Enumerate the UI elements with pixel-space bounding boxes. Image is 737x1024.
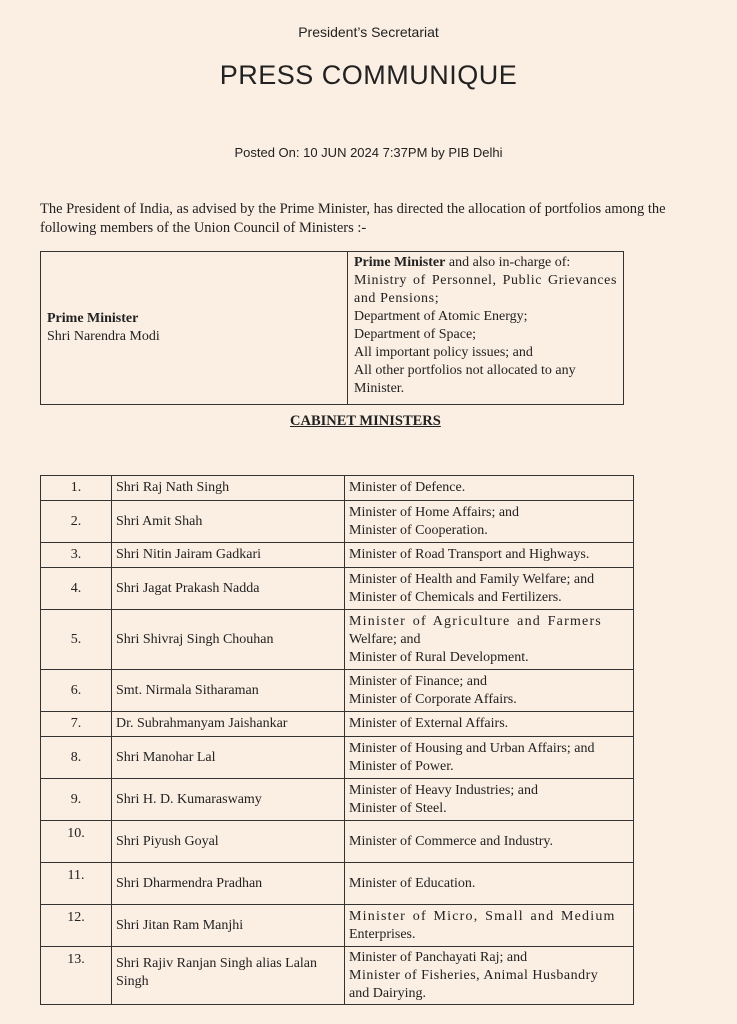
minister-portfolio: [345, 543, 634, 568]
table-row: [41, 670, 634, 712]
portfolio-line: Minister of Micro, Small and Medium: [349, 908, 616, 924]
minister-portfolio: [345, 821, 634, 863]
table-row: [41, 905, 634, 947]
minister-name: Shri Rajiv Ranjan Singh alias Lalan Singh: [112, 947, 345, 1005]
table-row: [41, 821, 634, 863]
minister-name: Shri Jitan Ram Manjhi: [112, 905, 345, 947]
portfolio-line: Minister of Cooperation.: [349, 522, 488, 538]
row-number: 7.: [41, 712, 112, 737]
portfolio-line: Minister of Defence.: [349, 480, 466, 495]
portfolio-line: Minister of Chemicals and Fertilizers.: [349, 589, 562, 605]
portfolio-line: Minister of Rural Development.: [349, 649, 529, 665]
minister-name: Shri Piyush Goyal: [112, 821, 345, 863]
prime-minister-cell: [41, 252, 348, 405]
minister-portfolio: [345, 610, 634, 670]
portfolio-line: Minister of Education.: [349, 875, 476, 891]
portfolio-line: All important policy issues; and: [354, 345, 533, 360]
minister-portfolio: [345, 947, 634, 1005]
row-number: 6.: [41, 670, 112, 712]
portfolio-line: Minister of Agriculture and Farmers: [349, 613, 602, 629]
table-row: [41, 712, 634, 737]
minister-name: Shri Raj Nath Singh: [112, 476, 345, 501]
table-row: [41, 610, 634, 670]
portfolio-line: Minister of Power.: [349, 758, 454, 774]
portfolio-line: Minister of Finance; and: [349, 673, 488, 689]
portfolio-line: Department of Atomic Energy;: [354, 309, 528, 324]
minister-name: Shri Dharmendra Pradhan: [112, 863, 345, 905]
portfolio-lead-rest: and also in-charge of:: [445, 255, 571, 270]
portfolio-line: Enterprises.: [349, 926, 416, 942]
table-row: [41, 501, 634, 543]
row-number: 11.: [41, 863, 112, 905]
table-row: [41, 737, 634, 779]
portfolio-line: Ministry of Personnel, Public Grievances and Pensions;: [354, 273, 617, 306]
table-row: [41, 947, 634, 1005]
minister-portfolio: [345, 779, 634, 821]
row-number: 8.: [41, 737, 112, 779]
portfolio-lead-bold: Prime Minister: [354, 255, 446, 270]
table-row: [41, 779, 634, 821]
portfolio-line: Minister of Fisheries, Animal Husbandry: [349, 967, 599, 983]
portfolio-line: Minister of Heavy Industries; and: [349, 782, 538, 798]
portfolio-line: and Dairying.: [349, 985, 426, 1001]
cabinet-table: [40, 475, 634, 1005]
minister-name: Dr. Subrahmanyam Jaishankar: [112, 712, 345, 737]
minister-portfolio: [345, 476, 634, 501]
row-number: 9.: [41, 779, 112, 821]
minister-portfolio: [345, 501, 634, 543]
minister-portfolio: [345, 568, 634, 610]
portfolio-line: Welfare; and: [349, 631, 421, 647]
page-title: PRESS COMMUNIQUE: [219, 60, 518, 90]
minister-name: Shri Shivraj Singh Chouhan: [112, 610, 345, 670]
minister-portfolio: [345, 712, 634, 737]
table-row: [41, 863, 634, 905]
prime-minister-portfolio: [348, 252, 624, 405]
row-number: 4.: [41, 568, 112, 610]
minister-portfolio: [345, 670, 634, 712]
portfolio-lead: [354, 254, 617, 272]
portfolio-line: Minister of Home Affairs; and: [349, 504, 520, 520]
row-number: 1.: [41, 476, 112, 501]
portfolio-line: Minister of External Affairs.: [349, 716, 509, 731]
cabinet-heading: CABINET MINISTERS: [290, 413, 441, 429]
intro-paragraph: The President of India, as advised by the Prime Minister, has directed the allocation of portfolios among the following members of the Union Council of Ministers :-: [40, 201, 666, 236]
portfolio-line: Minister of Corporate Affairs.: [349, 691, 517, 707]
prime-minister-name: Shri Narendra Modi: [47, 329, 160, 344]
row-number: 3.: [41, 543, 112, 568]
posted-info: Posted On: 10 JUN 2024 7:37PM by PIB Delhi: [234, 145, 503, 160]
table-row: [41, 568, 634, 610]
minister-name: Shri Amit Shah: [112, 501, 345, 543]
minister-name: Shri Manohar Lal: [112, 737, 345, 779]
minister-name: Shri H. D. Kumaraswamy: [112, 779, 345, 821]
prime-minister-role: Prime Minister: [47, 311, 139, 326]
office-name: President’s Secretariat: [298, 24, 439, 40]
minister-name: Shri Jagat Prakash Nadda: [112, 568, 345, 610]
minister-portfolio: [345, 737, 634, 779]
portfolio-line: Minister of Commerce and Industry.: [349, 833, 553, 849]
minister-portfolio: [345, 905, 634, 947]
portfolio-line: Minister of Health and Family Welfare; and: [349, 571, 595, 587]
row-number: 13.: [41, 947, 112, 1005]
prime-minister-table: [40, 251, 624, 405]
prime-minister-row: [41, 252, 624, 405]
table-row: [41, 543, 634, 568]
portfolio-line: Minister of Panchayati Raj; and: [349, 949, 528, 965]
minister-portfolio: [345, 863, 634, 905]
portfolio-line: Minister of Road Transport and Highways.: [349, 547, 590, 562]
row-number: 12.: [41, 905, 112, 947]
row-number: 2.: [41, 501, 112, 543]
row-number: 10.: [41, 821, 112, 863]
minister-name: Shri Nitin Jairam Gadkari: [112, 543, 345, 568]
portfolio-line: Minister of Steel.: [349, 800, 447, 816]
portfolio-line: All other portfolios not allocated to any Minister.: [354, 363, 576, 396]
portfolio-line: Minister of Housing and Urban Affairs; and: [349, 740, 595, 756]
table-row: [41, 476, 634, 501]
portfolio-line: Department of Space;: [354, 327, 477, 342]
row-number: 5.: [41, 610, 112, 670]
minister-name: Smt. Nirmala Sitharaman: [112, 670, 345, 712]
